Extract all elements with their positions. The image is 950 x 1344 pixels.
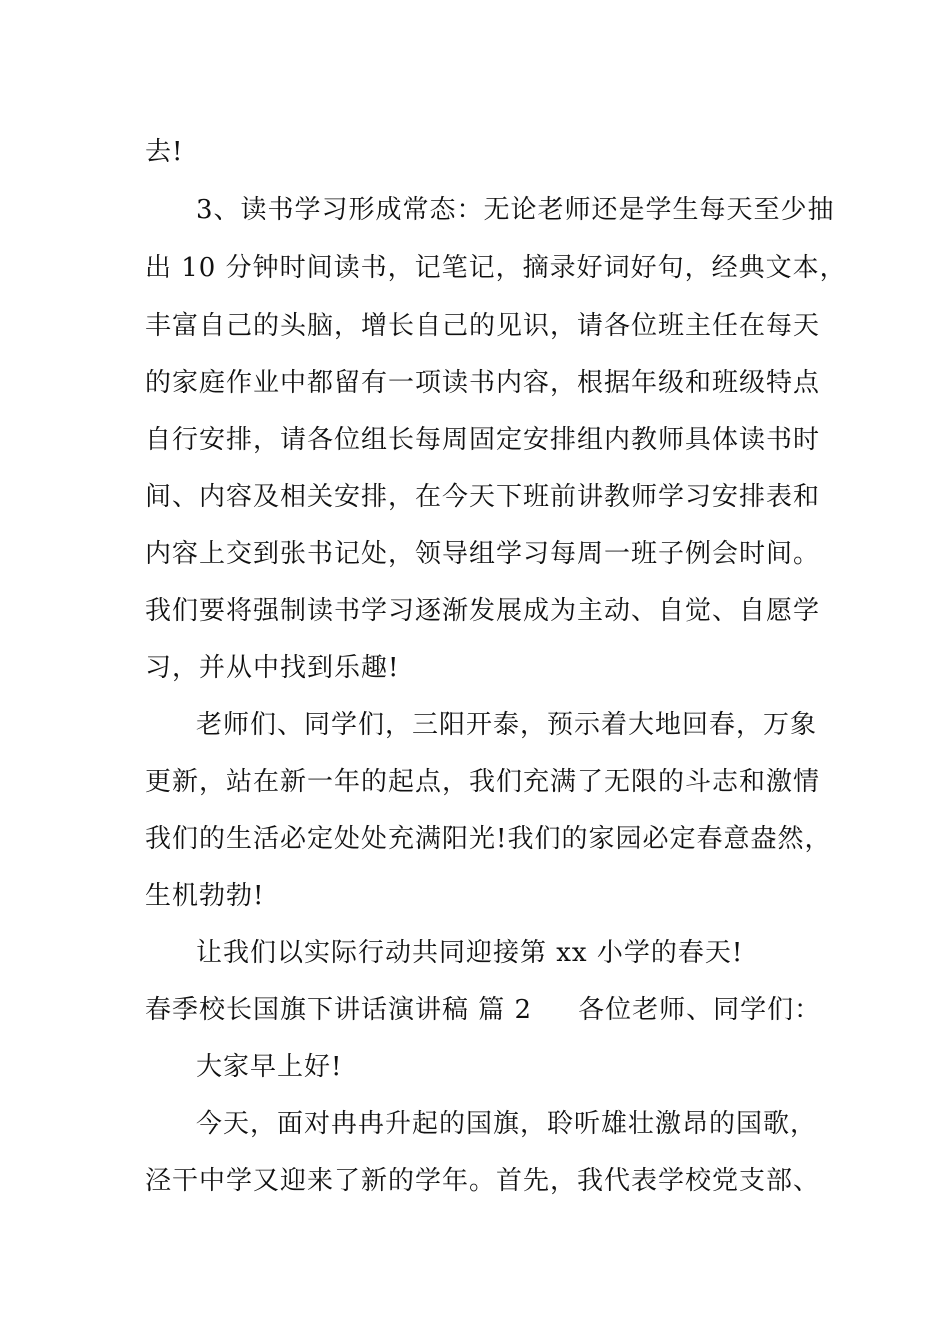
text-line: 习，并从中找到乐趣!: [145, 653, 400, 683]
text-line: 3、读书学习形成常态：无论老师还是学生每天至少抽: [196, 195, 835, 225]
section-heading-line: [145, 994, 821, 1026]
text-line: 内容上交到张书记处，领导组学习每周一班子例会时间。: [145, 539, 821, 569]
section-title: 春季校长国旗下讲话演讲稿 篇 2: [145, 995, 533, 1025]
text-line: 的家庭作业中都留有一项读书内容，根据年级和班级特点: [145, 368, 821, 398]
salutation: 各位老师、同学们：: [578, 995, 822, 1025]
text-line: 更新，站在新一年的起点，我们充满了无限的斗志和激情: [145, 767, 821, 797]
text-line: 出 10 分钟时间读书，记笔记，摘录好词好句，经典文本，: [145, 253, 847, 283]
text-line: 去!: [145, 137, 184, 167]
text-line: 大家早上好!: [196, 1052, 343, 1082]
text-line: 泾干中学又迎来了新的学年。首先，我代表学校党支部、: [145, 1166, 821, 1196]
text-line: 生机勃勃!: [145, 881, 265, 911]
text-line: 老师们、同学们，三阳开泰，预示着大地回春，万象: [196, 710, 818, 740]
text-line: 间、内容及相关安排，在今天下班前讲教师学习安排表和: [145, 482, 821, 512]
text-line: 我们要将强制读书学习逐渐发展成为主动、自觉、自愿学: [145, 596, 821, 626]
text-line: 我们的生活必定处处充满阳光!我们的家园必定春意盎然，: [145, 824, 832, 854]
text-line: 让我们以实际行动共同迎接第 xx 小学的春天!: [196, 938, 744, 968]
text-line: 自行安排，请各位组长每周固定安排组内教师具体读书时: [145, 425, 821, 455]
text-line: 丰富自己的头脑，增长自己的见识，请各位班主任在每天: [145, 311, 821, 341]
text-line: 今天，面对冉冉升起的国旗，聆听雄壮激昂的国歌，: [196, 1109, 818, 1139]
